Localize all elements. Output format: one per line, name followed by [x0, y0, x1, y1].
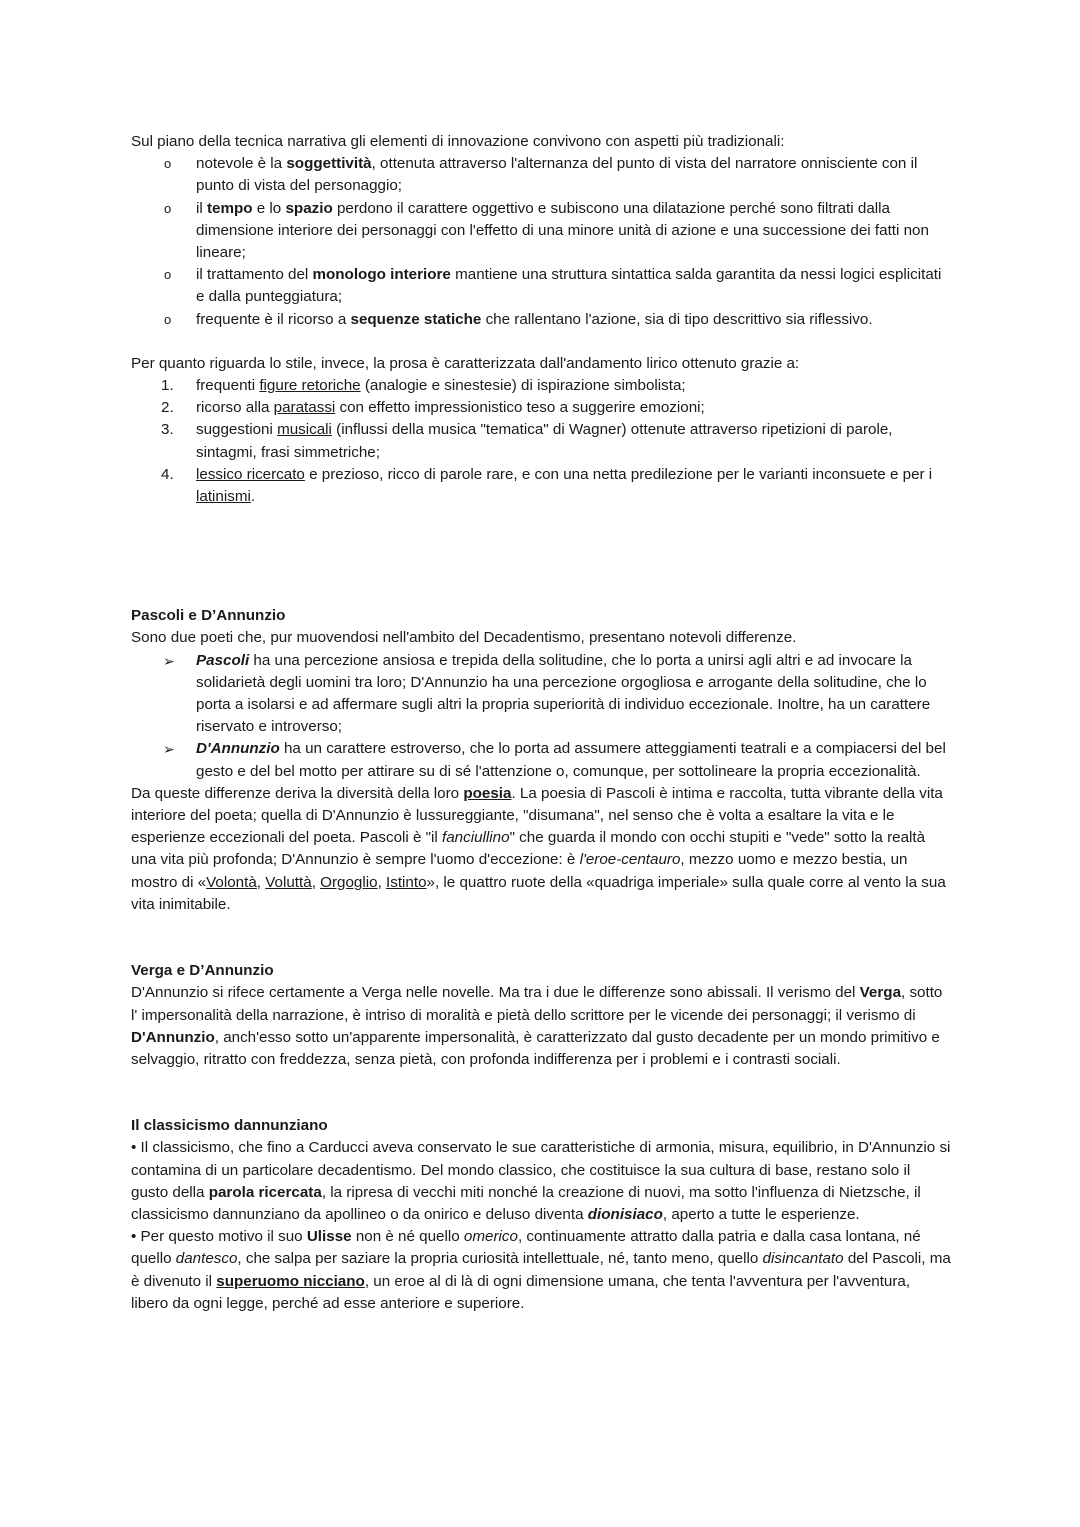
text: perdono il carattere oggettivo e subiscono una dilatazione perché sono filtrati dalla dimensione interiore dei personaggi con l'effetto di una minore unità di azione e una successione dei fatti non lineare; [196, 199, 929, 262]
underlined-term: musicali [277, 421, 332, 439]
bold-italic-term: Pascoli [196, 651, 250, 669]
list-number: 1. [161, 377, 174, 395]
underlined-term: figure retoriche [259, 377, 361, 395]
section2-list [131, 375, 951, 508]
text: , anch'esso sotto un'apparente impersonalità, è caratterizzato dal gusto decadente per un mondo primitivo e selvaggio, ritratto con freddezza, senza pietà, con profonda indifferenza per i problemi e i contrasti sociali. [131, 1028, 940, 1068]
text: , la ripresa di vecchi miti nonché la creazione di nuovi, ma sotto l'influenza di Nietzsche, il classicismo dannunziano da apollineo o da onirico e deluso diventa [131, 1183, 921, 1223]
italic-term: dantesco [175, 1250, 238, 1268]
text: , un eroe al di là di ogni dimensione umana, che tenta l'avventura per l'avventura, libero da ogni legge, perché ad esse anteriore e superiore. [131, 1272, 911, 1312]
text: , continuamente attratto dalla patria e dalla casa lontana, né quello [131, 1228, 921, 1268]
list-item [131, 419, 951, 463]
section5-heading: Il classicismo dannunziano [131, 1117, 328, 1135]
list-item [131, 309, 951, 331]
italic-term: omerico [463, 1228, 518, 1246]
section3-intro: Sono due poeti che, pur muovendosi nell'ambito del Decadentismo, presentano notevoli differenze. [131, 629, 797, 647]
text: frequenti [196, 377, 260, 395]
italic-term: disincantato [762, 1250, 844, 1268]
circle-bullet-icon: o [164, 156, 172, 172]
bold-term: spazio [285, 199, 333, 217]
document-page [131, 131, 951, 1315]
text: , [256, 873, 266, 891]
text: . [250, 488, 256, 506]
section3-heading: Pascoli e D’Annunzio [131, 607, 286, 625]
list-item [131, 397, 951, 419]
bold-italic-term: D'Annunzio [196, 740, 280, 758]
bold-underlined-term: superuomo nicciano [216, 1272, 365, 1290]
list-number: 4. [161, 465, 174, 483]
text: , che salpa per saziare la propria curiosità intellettuale, né, tanto meno, quello [237, 1250, 763, 1268]
text: , mezzo uomo e mezzo bestia, un mostro di « [131, 851, 908, 891]
bold-underlined-term: poesia [463, 784, 512, 802]
underlined-term: latinismi [196, 488, 251, 506]
text: D'Annunzio si rifece certamente a Verga nelle novelle. Ma tra i due le differenze sono abissali. Il verismo del [131, 984, 860, 1002]
bold-term: Ulisse [306, 1228, 352, 1246]
underlined-term: Istinto [386, 873, 427, 891]
list-item [131, 198, 951, 265]
section4-heading: Verga e D’Annunzio [131, 962, 274, 980]
italic-term: fanciullino [442, 829, 510, 847]
list-item [131, 738, 951, 782]
bold-term: tempo [206, 199, 253, 217]
section1-intro: Sul piano della tecnica narrativa gli elementi di innovazione convivono con aspetti più tradizionali: [131, 133, 785, 150]
text: frequente è il ricorso a [196, 310, 351, 328]
text: e lo [252, 199, 286, 217]
text: ha una percezione ansiosa e trepida della solitudine, che lo porta a unirsi agli altri e ad invocare la solidarietà degli uomini tra loro; D'Annunzio ha una percezione orgogliosa e arrogante della solitudine, che lo porta a isolarsi e ad affermare sugli altri la propria superiorità di individuo eccezionale. Inoltre, ha un carattere riservato e introverso; [196, 651, 931, 736]
text: " che guarda il mondo con occhi stupiti e "vede" sotto la realtà una vita più profonda; D'Annunzio è sempre l'uomo d'eccezione: è [131, 829, 926, 869]
section1-list [131, 153, 951, 331]
circle-bullet-icon: o [164, 267, 172, 283]
text: • Il classicismo, che fino a Carducci aveva conservato le sue caratteristiche di armonia, misura, equilibrio, in D'Annunzio si contamina di un particolare decadentismo. Del mondo classico, che costituisce la sua cultura di base, restano solo il gusto della [131, 1139, 951, 1201]
text: e prezioso, ricco di parole rare, e con una netta predilezione per le varianti inconsuete e per i [304, 465, 933, 483]
italic-term: l'eroe-centauro [579, 851, 681, 869]
arrow-bullet-icon: ➢ [163, 652, 175, 669]
text: che rallentano l'azione, sia di tipo descrittivo sia riflessivo. [481, 310, 873, 328]
text: (influssi della musica "tematica" di Wagner) ottenute attraverso ripetizioni di parole, sintagmi, frasi simmetriche; [196, 421, 893, 461]
bold-term: sequenze statiche [350, 310, 482, 328]
text: (analogie e sinestesie) di ispirazione simbolista; [360, 377, 686, 395]
bold-term: parola ricercata [208, 1183, 322, 1201]
list-item [131, 153, 951, 197]
text: il trattamento del [196, 266, 313, 284]
text: del Pascoli, ma è divenuto il [131, 1250, 951, 1290]
section3-paragraph [131, 783, 951, 916]
text: suggestioni [196, 421, 278, 439]
text: con effetto impressionistico teso a suggerire emozioni; [335, 399, 705, 417]
text: . La poesia di Pascoli è intima e raccolta, tutta vibrante della vita interiore del poeta; quella di D'Annunzio è lussureggiante, "disumana", nel senso che è volta a esaltare la vita e le esperienze eccezionali del poeta. Pascoli è "il [131, 784, 943, 847]
section5-paragraph-2 [131, 1226, 951, 1315]
text: ha un carattere estroverso, che lo porta ad assumere atteggiamenti teatrali e a compiacersi del bel gesto e del bel motto per attirare su di sé l'attenzione o, comunque, per sottolineare la propria eccezionalità. [196, 740, 946, 780]
underlined-term: Orgoglio [320, 873, 378, 891]
text: Da queste differenze deriva la diversità della loro [131, 784, 464, 802]
text: , ottenuta attraverso l'alternanza del punto di vista del narratore onnisciente con il punto di vista del personaggio; [196, 155, 918, 195]
text: , [377, 873, 387, 891]
text: , aperto a tutte le esperienze. [662, 1205, 860, 1223]
text: », le quattro ruote della «quadriga imperiale» sulla quale corre al vento la sua vita inimitabile. [131, 873, 946, 913]
bold-term: Verga [859, 984, 902, 1002]
circle-bullet-icon: o [164, 311, 172, 327]
text: il [196, 199, 207, 217]
text: • Per questo motivo il suo [131, 1228, 307, 1246]
arrow-bullet-icon: ➢ [163, 741, 175, 758]
bold-term: monologo interiore [312, 266, 451, 284]
underlined-term: Volontà [206, 873, 257, 891]
underlined-term: paratassi [273, 399, 336, 417]
list-item [131, 375, 951, 397]
underlined-term: lessico ricercato [196, 465, 305, 483]
section5-paragraph-1 [131, 1137, 951, 1226]
bold-term: soggettività [286, 155, 372, 173]
bold-italic-term: dionisiaco [587, 1205, 663, 1223]
section4-paragraph [131, 982, 951, 1071]
text: notevole è la [196, 155, 287, 173]
list-item [131, 464, 951, 508]
list-number: 2. [161, 399, 174, 417]
bold-term: D'Annunzio [131, 1028, 215, 1046]
text: , sotto l' impersonalità della narrazione, è intriso di moralità e pietà dello scrittore per le vicende dei personaggi; il verismo di [131, 984, 943, 1024]
text: mantiene una struttura sintattica salda garantita da nessi logici esplicitati e dalla punteggiatura; [196, 266, 942, 306]
circle-bullet-icon: o [164, 200, 172, 216]
text: ricorso alla [196, 399, 274, 417]
list-item [131, 650, 951, 739]
list-item [131, 264, 951, 308]
section3-list [131, 650, 951, 783]
text: , [311, 873, 321, 891]
section2-intro: Per quanto riguarda lo stile, invece, la prosa è caratterizzata dall'andamento lirico ottenuto grazie a: [131, 354, 800, 372]
underlined-term: Voluttà [265, 873, 312, 891]
list-number: 3. [161, 421, 174, 439]
text: non è né quello [351, 1228, 464, 1246]
